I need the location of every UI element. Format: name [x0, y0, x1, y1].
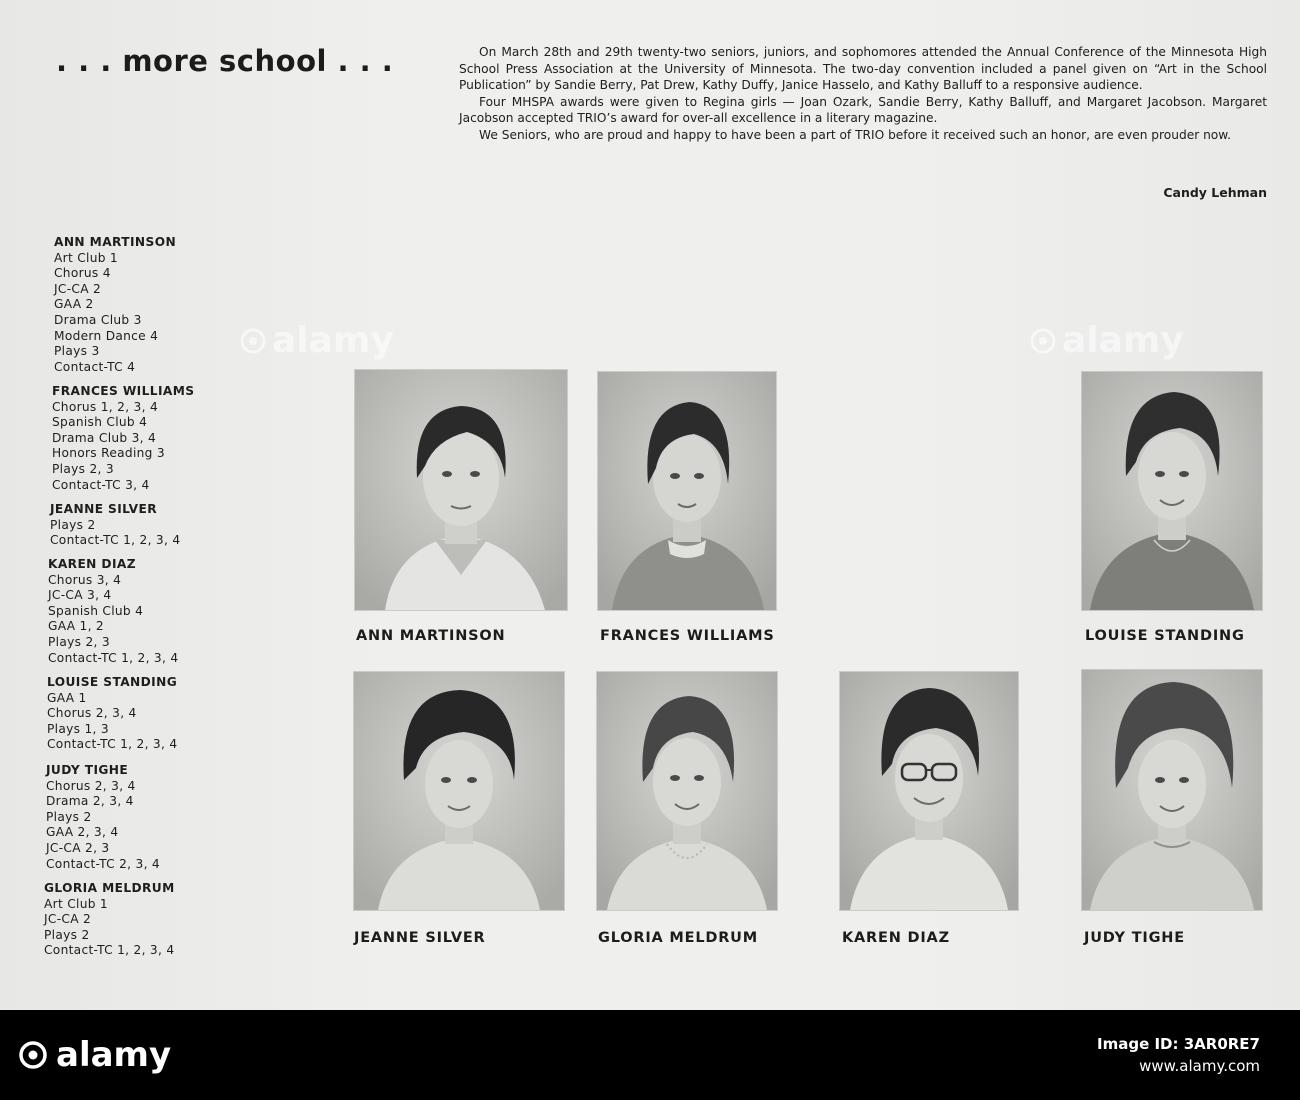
activity-item: Drama Club 3 — [54, 312, 142, 327]
activity-item: Contact-TC 4 — [54, 359, 136, 374]
portrait-image — [840, 672, 1018, 910]
story-paragraph: On March 28th and 29th twenty-two seniors, juniors, and sophomores attended the Annual Conference of the Minnesota High School Press Association at the University of Minnesota. The two-day convention included a panel given on “Art in the School Publication” by Sandie Berry, Pat Drew, Kathy Duffy, Janice Hasselo, and Kathy Balluff to a responsive audience. — [459, 45, 1267, 93]
portrait-photo — [598, 372, 776, 610]
activity-item: JC-CA 2 — [54, 281, 102, 296]
footer-meta — [1097, 1033, 1260, 1077]
image-id: Image ID: 3AR0RE7 — [1097, 1035, 1260, 1053]
portrait-image — [598, 372, 776, 610]
activity-item: Art Club 1 — [54, 250, 118, 265]
watermark-text: alamy — [1062, 320, 1184, 361]
activity-item: Spanish Club 4 — [48, 603, 144, 618]
portrait-caption: ANN MARTINSON — [356, 628, 506, 644]
portrait-photo — [354, 672, 564, 910]
activity-item: Contact-TC 1, 2, 3, 4 — [48, 650, 179, 665]
story-paragraph: Four MHSPA awards were given to Regina girls — Joan Ozark, Sandie Berry, Kathy Balluff, and Margaret Jacobson. Margaret Jacobson accepted TRIO’s award for over-all excellence in a literary magazine. — [459, 94, 1267, 126]
activity-item: Plays 2 — [50, 517, 96, 532]
activity-item: Contact-TC 1, 2, 3, 4 — [50, 533, 181, 548]
portrait-caption: GLORIA MELDRUM — [598, 930, 758, 946]
activity-item: GAA 2 — [54, 297, 94, 312]
activity-item: Plays 2, 3 — [48, 634, 110, 649]
portrait-caption: JEANNE SILVER — [354, 930, 486, 946]
activity-item: JC-CA 2 — [44, 912, 92, 927]
portrait-image — [1082, 670, 1262, 910]
activity-item: Contact-TC 3, 4 — [52, 477, 150, 492]
activity-name: JUDY TIGHE — [46, 763, 129, 777]
brand-name: alamy — [56, 1035, 172, 1075]
activity-item: Modern Dance 4 — [54, 328, 159, 343]
activity-block-ann-martinson — [54, 235, 176, 375]
activity-block-louise-standing — [47, 675, 177, 753]
activity-block-jeanne-silver — [50, 502, 180, 549]
activity-item: Chorus 1, 2, 3, 4 — [52, 399, 159, 414]
alamy-logo — [18, 1035, 171, 1075]
activity-item: GAA 2, 3, 4 — [46, 825, 119, 840]
activity-name: GLORIA MELDRUM — [44, 881, 175, 895]
alamy-mark-icon — [1030, 328, 1056, 354]
activity-item: Contact-TC 1, 2, 3, 4 — [44, 943, 175, 958]
portrait-photo — [840, 672, 1018, 910]
portrait-image — [1082, 372, 1262, 610]
portrait-image — [354, 672, 564, 910]
activity-item: Contact-TC 1, 2, 3, 4 — [47, 737, 178, 752]
stock-watermark — [1030, 320, 1184, 361]
activity-item: Drama Club 3, 4 — [52, 430, 157, 445]
portrait-caption: FRANCES WILLIAMS — [600, 628, 775, 644]
activity-name: ANN MARTINSON — [54, 235, 177, 249]
portrait-photo — [355, 370, 567, 610]
activity-item: Plays 2 — [46, 809, 92, 824]
portrait-photo — [1082, 670, 1262, 910]
portrait-image — [597, 672, 777, 910]
portrait-photo — [597, 672, 777, 910]
page-title: . . . more school . . . — [56, 44, 394, 78]
activity-block-judy-tighe — [46, 763, 160, 872]
portrait-image — [355, 370, 567, 610]
activity-item: Honors Reading 3 — [52, 446, 165, 461]
activity-name: LOUISE STANDING — [47, 675, 178, 689]
activity-item: GAA 1, 2 — [48, 619, 104, 634]
story-paragraph: We Seniors, who are proud and happy to have been a part of TRIO before it received such an honor, are even prouder now. — [479, 127, 1231, 142]
activity-item: Chorus 4 — [54, 266, 111, 281]
alamy-mark-icon — [240, 328, 266, 354]
activity-block-karen-diaz — [48, 557, 178, 666]
activity-item: Spanish Club 4 — [52, 415, 148, 430]
activity-name: JEANNE SILVER — [50, 502, 158, 516]
activity-item: Contact-TC 2, 3, 4 — [46, 856, 160, 871]
activity-name: FRANCES WILLIAMS — [52, 384, 195, 398]
activity-item: Plays 2, 3 — [52, 461, 114, 476]
stock-watermark — [240, 320, 394, 361]
activity-item: GAA 1 — [47, 690, 87, 705]
activity-block-gloria-meldrum — [44, 881, 175, 959]
activity-item: Plays 3 — [54, 344, 100, 359]
activity-name: KAREN DIAZ — [48, 557, 136, 571]
activity-item: Plays 1, 3 — [47, 721, 109, 736]
stock-footer-bar — [0, 1010, 1300, 1100]
activity-item: Chorus 2, 3, 4 — [46, 778, 136, 793]
portrait-caption: KAREN DIAZ — [842, 930, 950, 946]
watermark-text: alamy — [272, 320, 394, 361]
story-text — [459, 44, 1267, 144]
activity-item: Art Club 1 — [44, 896, 108, 911]
activity-item: Plays 2 — [44, 927, 90, 942]
portrait-caption: JUDY TIGHE — [1084, 930, 1185, 946]
activity-item: JC-CA 2, 3 — [46, 840, 110, 855]
story-byline: Candy Lehman — [1163, 185, 1267, 200]
activity-item: Drama 2, 3, 4 — [46, 794, 134, 809]
activity-block-frances-williams — [52, 384, 194, 493]
alamy-logo-icon — [18, 1040, 48, 1070]
portrait-caption: LOUISE STANDING — [1085, 628, 1245, 644]
activity-item: Chorus 3, 4 — [48, 572, 122, 587]
activity-item: JC-CA 3, 4 — [48, 588, 112, 603]
activity-item: Chorus 2, 3, 4 — [47, 706, 137, 721]
site-url: www.alamy.com — [1139, 1057, 1260, 1075]
portrait-photo — [1082, 372, 1262, 610]
